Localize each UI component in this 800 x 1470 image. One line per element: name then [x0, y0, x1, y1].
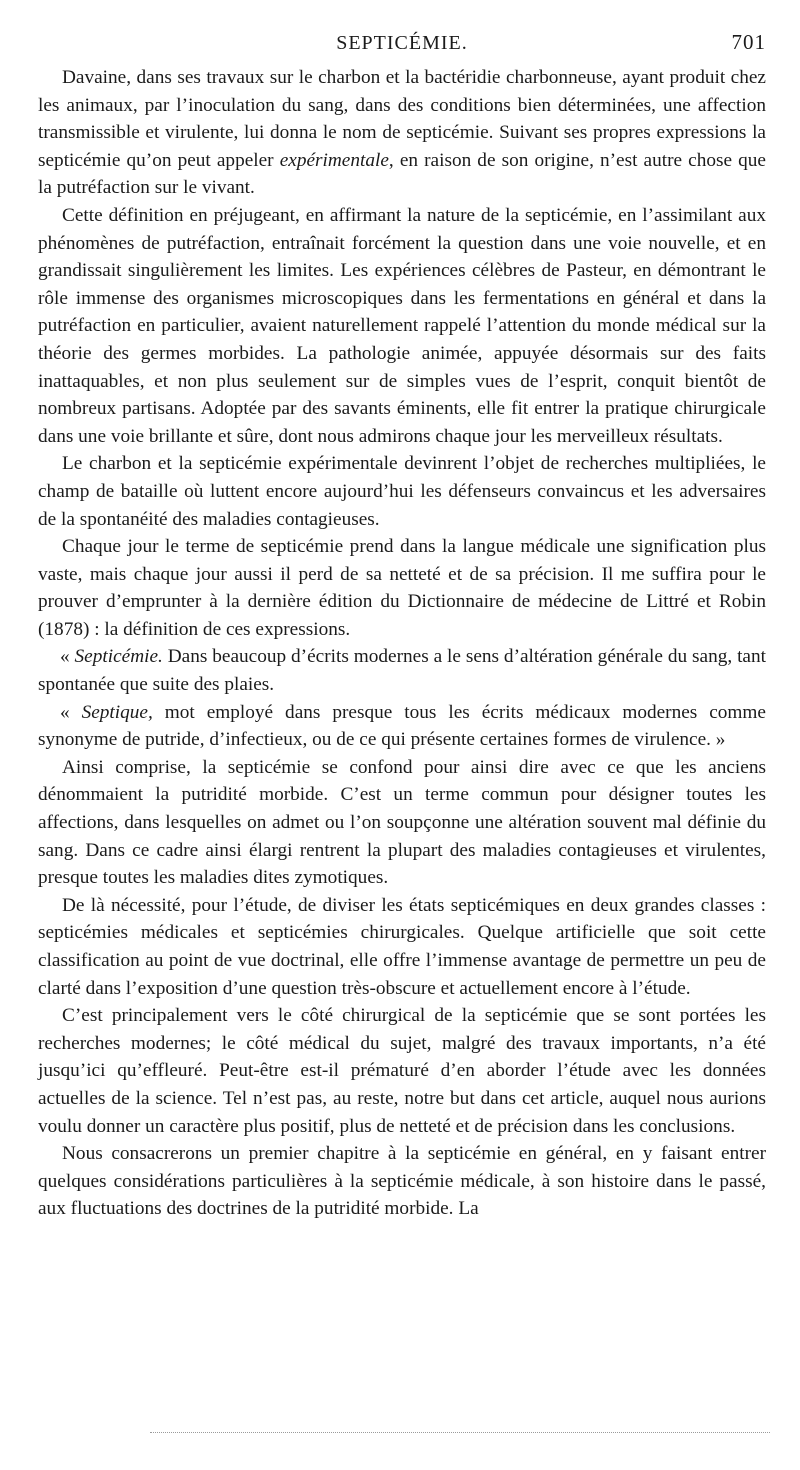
quote-septicemie	[38, 643, 766, 698]
paragraph-text: Davaine, dans ses travaux sur le charbon et la bactéridie charbonneuse, ayant produit chez les animaux, par l’inoculation du sang, dans des conditions bien déterminées, une affection transmissible et virulente, lui donna le nom de septicémie. Suivant ses propres expressions la septicémie qu’on peut appeler	[38, 67, 766, 171]
quote-mark: «	[60, 701, 82, 723]
paragraph-chapitre: Nous consacrerons un premier chapitre à la septicémie en général, en y faisant entrer quelques considérations particulières à la septicémie médicale, à son histoire dans le passé, aux fluctuations des doctrines de la putridité morbide. La	[38, 1143, 766, 1220]
italic-term: Septicémie.	[74, 646, 163, 668]
quote-mark: «	[60, 646, 75, 668]
page-number: 701	[731, 30, 766, 54]
paragraph-charbon: Le charbon et la septicémie expérimentale devinrent l’objet de recherches multipliées, le champ de bataille où luttent encore aujourd’hui les défenseurs convaincus et les adversaires de la spontanéité des maladies contagieuses.	[38, 453, 766, 530]
paragraph-definition: Cette définition en préjugeant, en affirmant la nature de la septicémie, en l’assimilant aux phénomènes de putréfaction, entraînait forcément la question dans une voie nouvelle, et en grandissait singulièrement les limites. Les expériences célèbres de Pasteur, en démontrant le rôle immense des organismes microscopiques dans les fermentations en général et dans la putréfaction en particulier, avaient naturellement rappelé l’attention du monde médical sur la théorie des germes morbides. La pathologie animée, appuyée désormais sur des faits inattaquables, et non plus seulement sur de simples vues de l’esprit, conquit bientôt de nombreux partisans. Adoptée par des savants éminents, elle fit entrer la pratique chirurgicale dans une voie brillante et sûre, dont nous admirons chaque jour les merveilleux résultats.	[38, 204, 766, 447]
italic-term: Septique,	[81, 701, 153, 723]
paragraph-davaine	[38, 64, 766, 202]
paragraph-dictionnaire: Chaque jour le terme de septicémie prend dans la langue médicale une signification plus vaste, mais chaque jour aussi il perd de sa netteté et de sa précision. Il me suffira pour le prouver d’emprunter à la dernière édition du Dictionnaire de médecine de Littré et Robin (1878) : la définition de ces expressions.	[38, 536, 766, 640]
body-text	[38, 64, 766, 1223]
quote-text: mot employé dans presque tous les écrits médicaux modernes comme synonyme de putride, d’infectieux, ou de ce qui présente certaines formes de virulence. »	[38, 701, 766, 751]
quote-septique	[38, 699, 766, 754]
quote-text: Dans beaucoup d’écrits modernes a le sens d’altération générale du sang, tant spontanée que suite des plaies.	[38, 646, 766, 696]
italic-term: expérimentale	[279, 149, 389, 171]
footer-rule	[150, 1432, 770, 1433]
paragraph-classes: De là nécessité, pour l’étude, de diviser les états septicémiques en deux grandes classes : septicémies médicales et septicémies chirurgicales. Quelque artificielle que soit cette classification au point de vue doctrinal, elle offre l’immense avantage de permettre un peu de clarté dans l’exposition d’une question très-obscure et actuellement encore à l’étude.	[38, 894, 766, 999]
running-head	[38, 30, 766, 58]
paragraph-putridite: Ainsi comprise, la septicémie se confond pour ainsi dire avec ce que les anciens dénommaient la putridité morbide. C’est un terme commun pour désigner toutes les affections, dans lesquelles on admet ou l’on soupçonne une altération souvent mal définie du sang. Dans ce cadre ainsi élargi rentrent la plupart des maladies contagieuses et virulentes, presque toutes les maladies dites zymotiques.	[38, 756, 766, 889]
paragraph-chirurgical: C’est principalement vers le côté chirurgical de la septicémie que se sont portées les recherches modernes; le côté médical du sujet, malgré des travaux importants, n’a été jusqu’ici qu’effleuré. Peut-être est-il prématuré d’en aborder l’étude avec les données actuelles de la science. Tel n’est pas, au reste, notre but dans cet article, auquel nous aurions voulu donner un caractère plus positif, plus de netteté et de précision dans les conclusions.	[38, 1005, 766, 1137]
paragraph-text: , en raison de son origine, n’est autre chose que la putréfaction sur le vivant.	[38, 149, 766, 199]
running-title: SEPTICÉMIE.	[336, 32, 468, 54]
